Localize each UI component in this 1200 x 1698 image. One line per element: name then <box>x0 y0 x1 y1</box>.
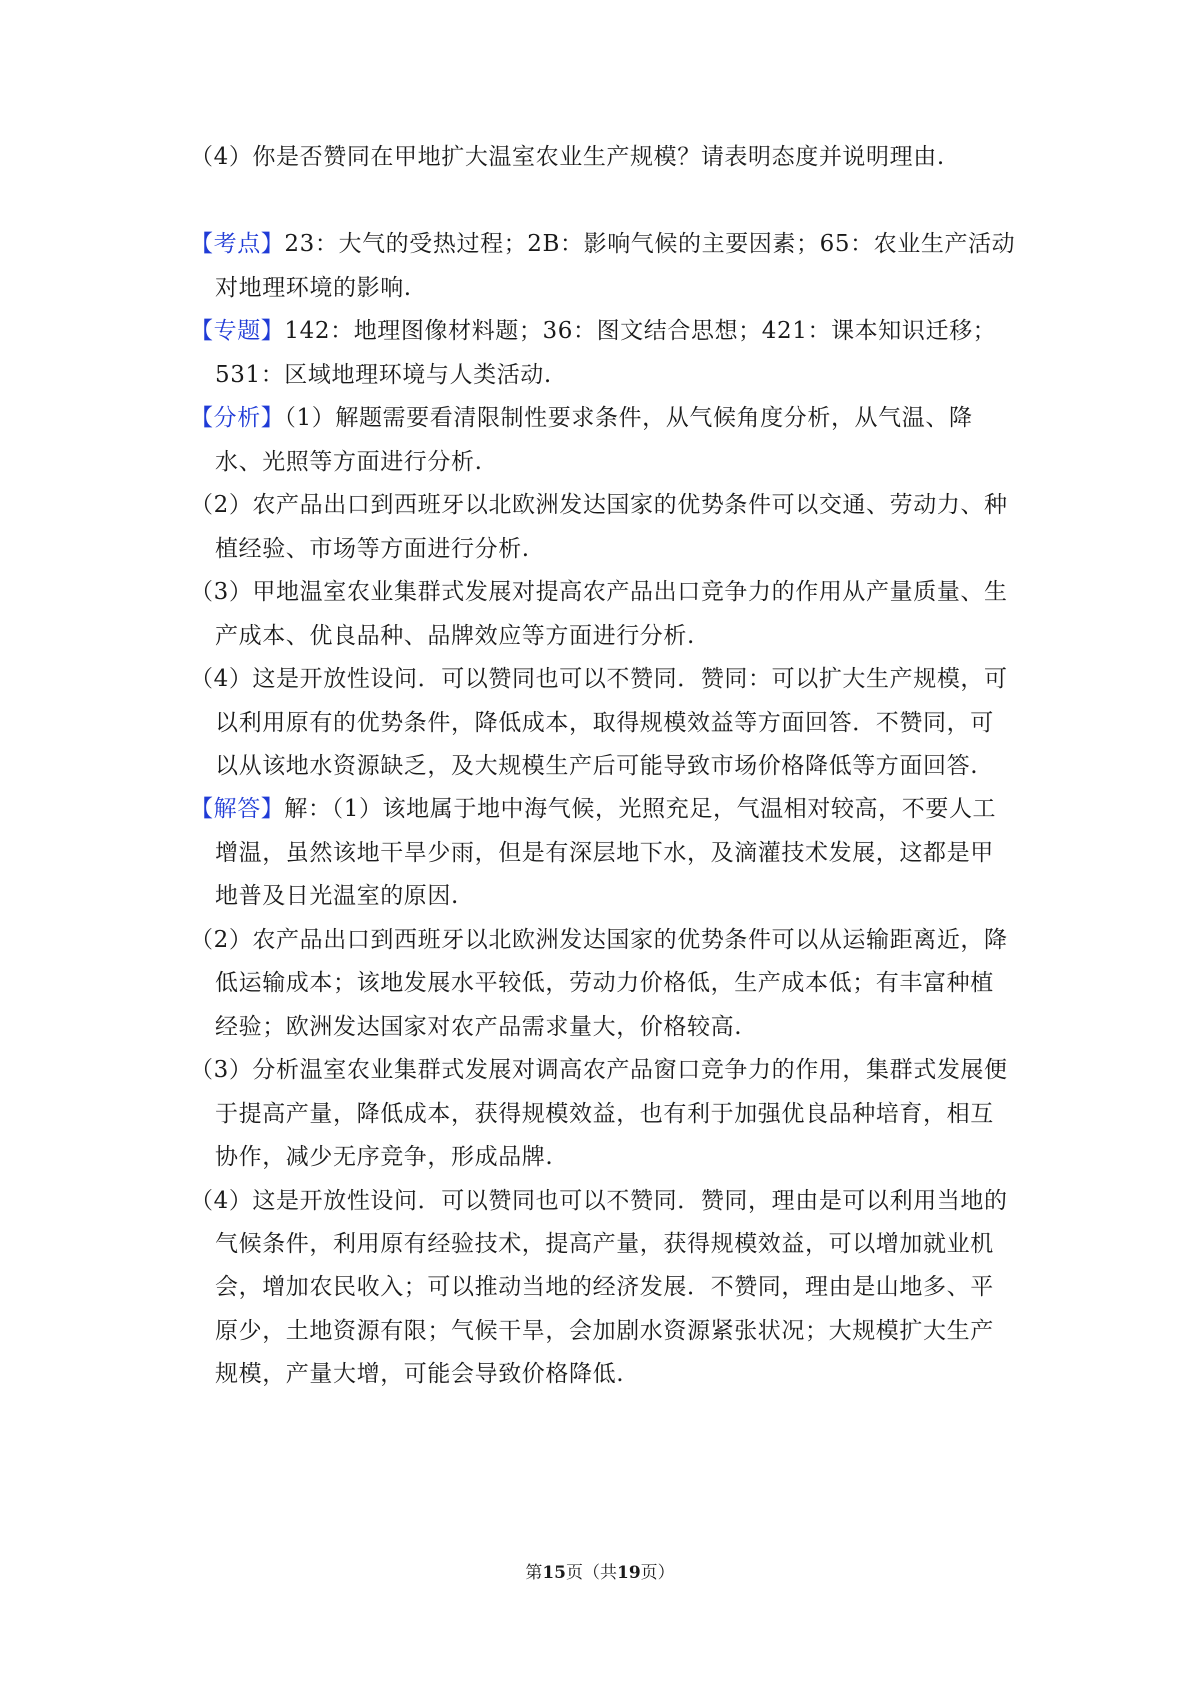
fenxi-p2-line-1: （2）农产品出口到西班牙以北欧洲发达国家的优势条件可以交通、劳动力、种 <box>190 492 1008 518</box>
jieda-p2-line-2: 低运输成本；该地发展水平较低，劳动力价格低，生产成本低；有丰富种植 <box>215 970 994 996</box>
zhuanti-text-1: 142：地理图像材料题；36：图文结合思想；421：课本知识迁移； <box>284 318 997 344</box>
jieda-p2-line-1: （2）农产品出口到西班牙以北欧洲发达国家的优势条件可以从运输距离近，降 <box>190 927 1008 953</box>
footer-mid: 页（共 <box>566 1563 617 1583</box>
fenxi-p4-line-2: 以利用原有的优势条件，降低成本，取得规模效益等方面回答．不赞同，可 <box>215 710 994 736</box>
jieda-tag: 【解答】 <box>190 796 285 822</box>
footer-prefix: 第 <box>525 1563 543 1583</box>
kaodian-text-1: 23：大气的受热过程；2B：影响气候的主要因素；65：农业生产活动 <box>284 231 1016 257</box>
jieda-p3-line-3: 协作，减少无序竞争，形成品牌. <box>215 1144 554 1170</box>
zhuanti-tag: 【专题】 <box>190 318 285 344</box>
jieda-p4-line-5: 规模，产量大增，可能会导致价格降低. <box>215 1361 625 1387</box>
footer-page-number: 15 <box>542 1563 566 1583</box>
jieda-p4-line-2: 气候条件，利用原有经验技术，提高产量，获得规模效益，可以增加就业机 <box>215 1231 994 1257</box>
footer-suffix: 页） <box>640 1563 675 1583</box>
fenxi-p4-line-3: 以从该地水资源缺乏，及大规模生产后可能导致市场价格降低等方面回答. <box>215 753 979 779</box>
jieda-p1-line-2: 增温，虽然该地干旱少雨，但是有深层地下水，及滴灌技术发展，这都是甲 <box>215 840 994 866</box>
zhuanti-line-2: 531：区域地理环境与人类活动. <box>215 362 552 388</box>
kaodian-line-1 <box>190 229 1015 259</box>
fenxi-p3-line-1: （3）甲地温室农业集群式发展对提高农产品出口竞争力的作用从产量质量、生 <box>190 579 1008 605</box>
question-4: （4）你是否赞同在甲地扩大温室农业生产规模？请表明态度并说明理由. <box>190 144 945 170</box>
jieda-p4-line-4: 原少，土地资源有限；气候干旱，会加剧水资源紧张状况；大规模扩大生产 <box>215 1318 994 1344</box>
footer-total-pages: 19 <box>617 1563 641 1583</box>
jieda-p2-line-3: 经验；欧洲发达国家对农产品需求量大，价格较高. <box>215 1014 743 1040</box>
fenxi-tag: 【分析】 <box>190 405 285 431</box>
zhuanti-line-1 <box>190 316 996 346</box>
jieda-p4-line-3: 会，增加农民收入；可以推动当地的经济发展．不赞同，理由是山地多、平 <box>215 1274 994 1300</box>
jieda-p1-text-1: 解：（1）该地属于地中海气候，光照充足，气温相对较高，不要人工 <box>284 796 997 822</box>
fenxi-p3-line-2: 产成本、优良品种、品牌效应等方面进行分析. <box>215 623 695 649</box>
fenxi-p1-text-1: （1）解题需要看清限制性要求条件，从气候角度分析，从气温、降 <box>284 405 973 431</box>
jieda-p4-line-1: （4）这是开放性设问．可以赞同也可以不赞同．赞同，理由是可以利用当地的 <box>190 1188 1008 1214</box>
kaodian-line-2: 对地理环境的影响. <box>215 275 412 301</box>
jieda-p3-line-1: （3）分析温室农业集群式发展对调高农产品窗口竞争力的作用，集群式发展便 <box>190 1057 1008 1083</box>
jieda-p3-line-2: 于提高产量，降低成本，获得规模效益，也有利于加强优良品种培育，相互 <box>215 1101 994 1127</box>
fenxi-line-1 <box>190 403 973 433</box>
jieda-p1-line-3: 地普及日光温室的原因. <box>215 883 459 909</box>
fenxi-p2-line-2: 植经验、市场等方面进行分析. <box>215 536 530 562</box>
kaodian-tag: 【考点】 <box>190 231 285 257</box>
jieda-line-1 <box>190 794 996 824</box>
fenxi-p1-line-2: 水、光照等方面进行分析. <box>215 449 483 475</box>
fenxi-p4-line-1: （4）这是开放性设问．可以赞同也可以不赞同．赞同：可以扩大生产规模，可 <box>190 666 1008 692</box>
page-footer <box>0 1562 1200 1584</box>
